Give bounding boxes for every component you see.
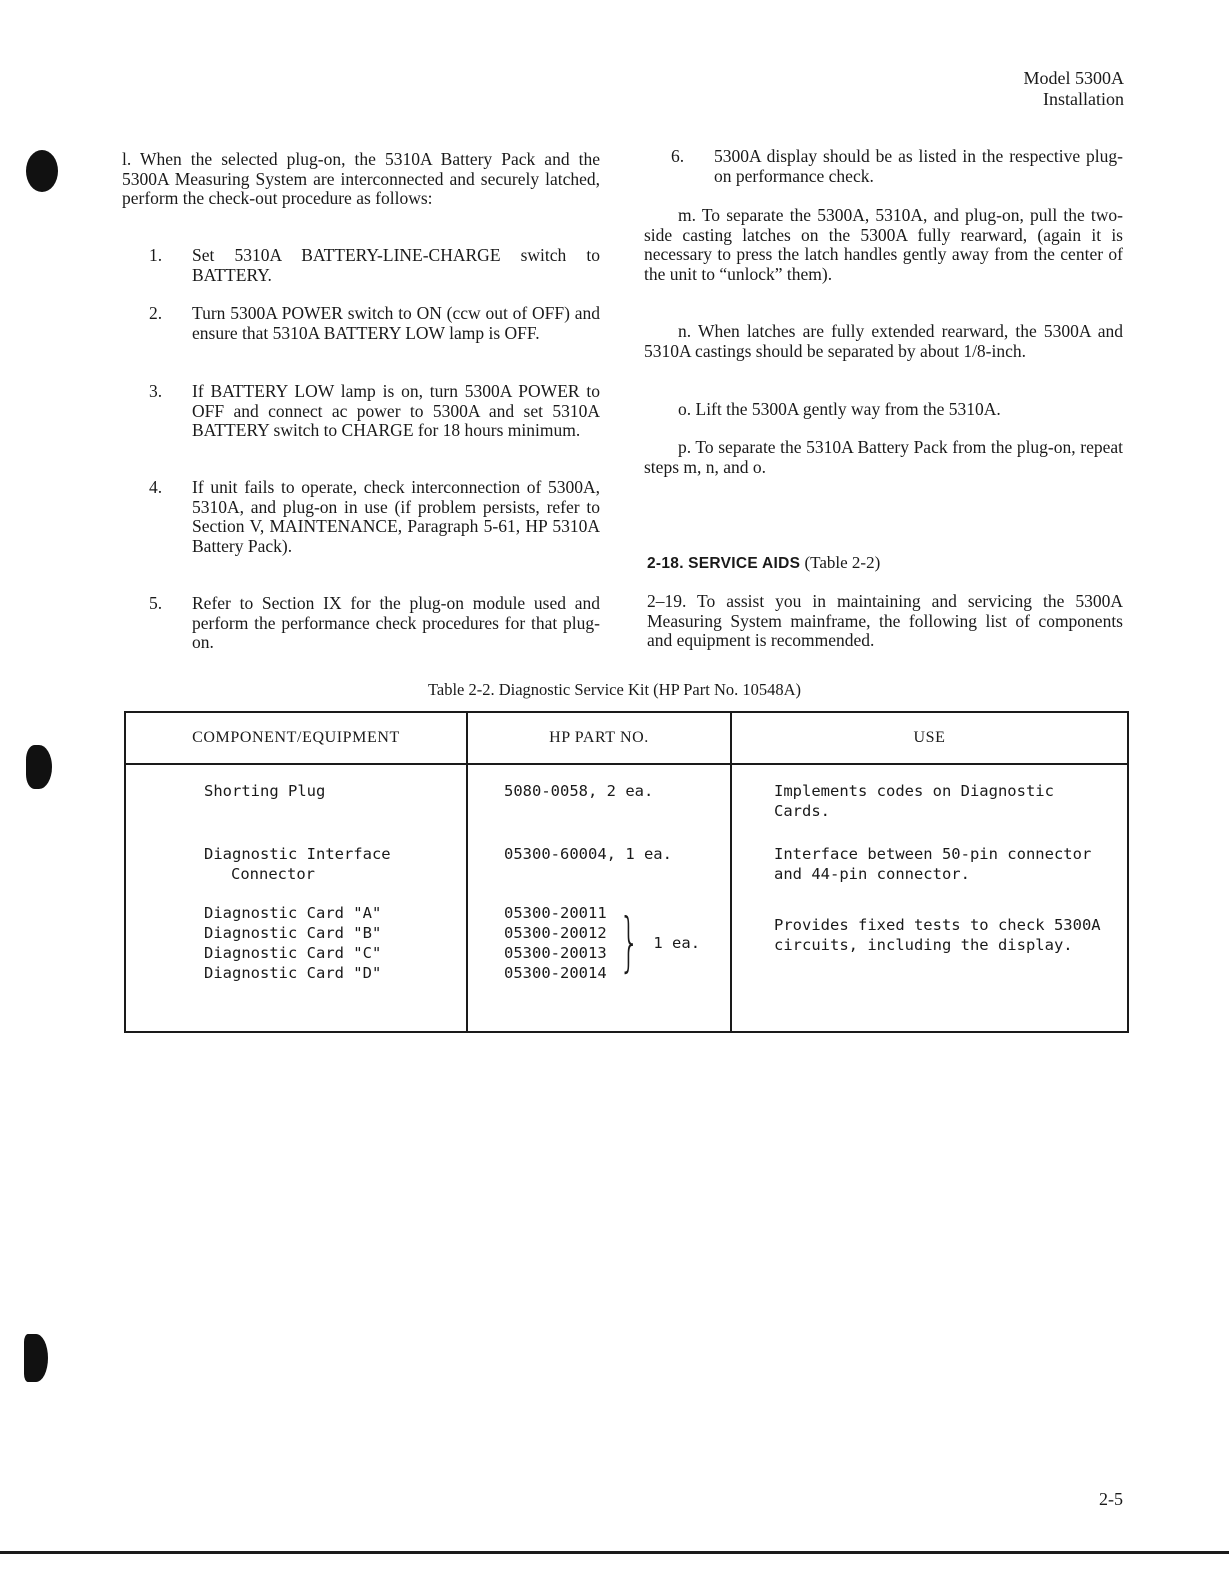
component-cell (125, 895, 467, 1032)
part-number: 05300-20012 (504, 924, 607, 942)
step-number: 6. (671, 146, 685, 166)
part-number: 05300-20013 (504, 944, 607, 962)
paragraph-2-19: 2–19. To assist you in maintaining and servicing the 5300A Measuring System mainframe, the following list of components and equipment is recommended. (647, 591, 1123, 650)
paragraph-m: m. To separate the 5300A, 5310A, and plug-on, pull the two-side casting latches on the 5300A fully rearward, (again it is necessary to press the latch handles gently away from the center of the unit to “unlock” them). (644, 205, 1123, 284)
part-number: 05300-20014 (504, 964, 607, 982)
use-line: Provides fixed tests to check 5300A (774, 916, 1101, 934)
use-cell (731, 895, 1128, 1032)
binder-hole-middle (26, 745, 52, 789)
header-use: USE (731, 712, 1128, 764)
step-text: Turn 5300A POWER switch to ON (ccw out of OFF) and ensure that 5310A BATTERY LOW lamp is OFF. (192, 303, 600, 343)
header-section: Installation (1043, 89, 1124, 109)
intro-paragraph: l. When the selected plug-on, the 5310A Battery Pack and the 5300A Measuring System are interconnected and securely latched, perform the check-out procedure as follows: (122, 149, 600, 208)
step-text: 5300A display should be as listed in the respective plug-on performance check. (714, 146, 1123, 186)
use-line: Cards. (774, 802, 830, 820)
part-number-list (504, 903, 607, 983)
component-name: Diagnostic Card "A" (204, 904, 382, 922)
use-line: Implements codes on Diagnostic (774, 782, 1054, 800)
bottom-rule (0, 1551, 1229, 1554)
component-name-cont: Connector (231, 865, 315, 883)
page-number: 2-5 (1099, 1489, 1123, 1509)
step-text: If unit fails to operate, check interconnection of 5300A, 5310A, and plug-on in use (if problem persists, refer to Section V, MAINTENANCE, Paragraph 5-61, HP 5310A Battery Pack). (192, 477, 600, 556)
part-number: 05300-60004, 1 ea. (504, 845, 672, 863)
step-number: 4. (149, 477, 163, 497)
component-cell (125, 832, 467, 895)
step-text: If BATTERY LOW lamp is on, turn 5300A POWER to OFF and connect ac power to 5300A and set 5310A BATTERY switch to CHARGE for 18 hours minimum. (192, 381, 600, 440)
component-name: Diagnostic Card "B" (204, 924, 382, 942)
table-header-row (125, 712, 1128, 764)
use-line: and 44-pin connector. (774, 865, 970, 883)
section-heading (647, 553, 880, 573)
paragraph-p: p. To separate the 5310A Battery Pack from the plug-on, repeat steps m, n, and o. (644, 437, 1123, 477)
step-text: Set 5310A BATTERY-LINE-CHARGE switch to BATTERY. (192, 245, 600, 285)
header-model: Model 5300A (1023, 68, 1124, 88)
table-caption: Table 2-2. Diagnostic Service Kit (HP Part No. 10548A) (427, 680, 802, 699)
binder-hole-top (26, 150, 58, 192)
quantity: 1 ea. (653, 934, 701, 952)
table-row (125, 764, 1128, 832)
part-number: 5080-0058, 2 ea. (504, 782, 654, 800)
use-cell (731, 764, 1128, 832)
step-text: Refer to Section IX for the plug-on module used and perform the performance check procedures for that plug-on. (192, 593, 600, 652)
section-number: 2-18. (647, 555, 684, 572)
table-row (125, 832, 1128, 895)
paragraph-o: o. Lift the 5300A gently way from the 5310A. (678, 399, 1001, 419)
component-cell (125, 764, 467, 832)
paragraph-n: n. When latches are fully extended rearward, the 5300A and 5310A castings should be separated by about 1/8-inch. (644, 321, 1123, 361)
use-line: Interface between 50-pin connector (774, 845, 1092, 863)
use-cell (731, 832, 1128, 895)
part-cell (467, 764, 731, 832)
part-cell (467, 832, 731, 895)
section-title: SERVICE AIDS (688, 555, 801, 572)
section-ref: (Table 2-2) (804, 553, 881, 572)
component-name: Shorting Plug (204, 782, 326, 800)
component-name: Diagnostic Card "C" (204, 944, 382, 962)
table-row (125, 895, 1128, 1032)
component-name: Diagnostic Card "D" (204, 964, 382, 982)
brace-icon: } (618, 906, 640, 980)
part-number: 05300-20011 (504, 904, 607, 922)
step-number: 2. (149, 303, 163, 323)
header-component: COMPONENT/EQUIPMENT (125, 712, 467, 764)
step-number: 5. (149, 593, 163, 613)
use-line: circuits, including the display. (774, 936, 1073, 954)
part-cell (467, 895, 731, 1032)
binder-hole-bottom (24, 1334, 48, 1382)
step-number: 1. (149, 245, 163, 265)
diagnostic-service-kit-table (124, 711, 1129, 1033)
header-part-no: HP PART NO. (467, 712, 731, 764)
page-header (1024, 68, 1125, 110)
component-name: Diagnostic Interface (204, 845, 391, 863)
step-number: 3. (149, 381, 163, 401)
